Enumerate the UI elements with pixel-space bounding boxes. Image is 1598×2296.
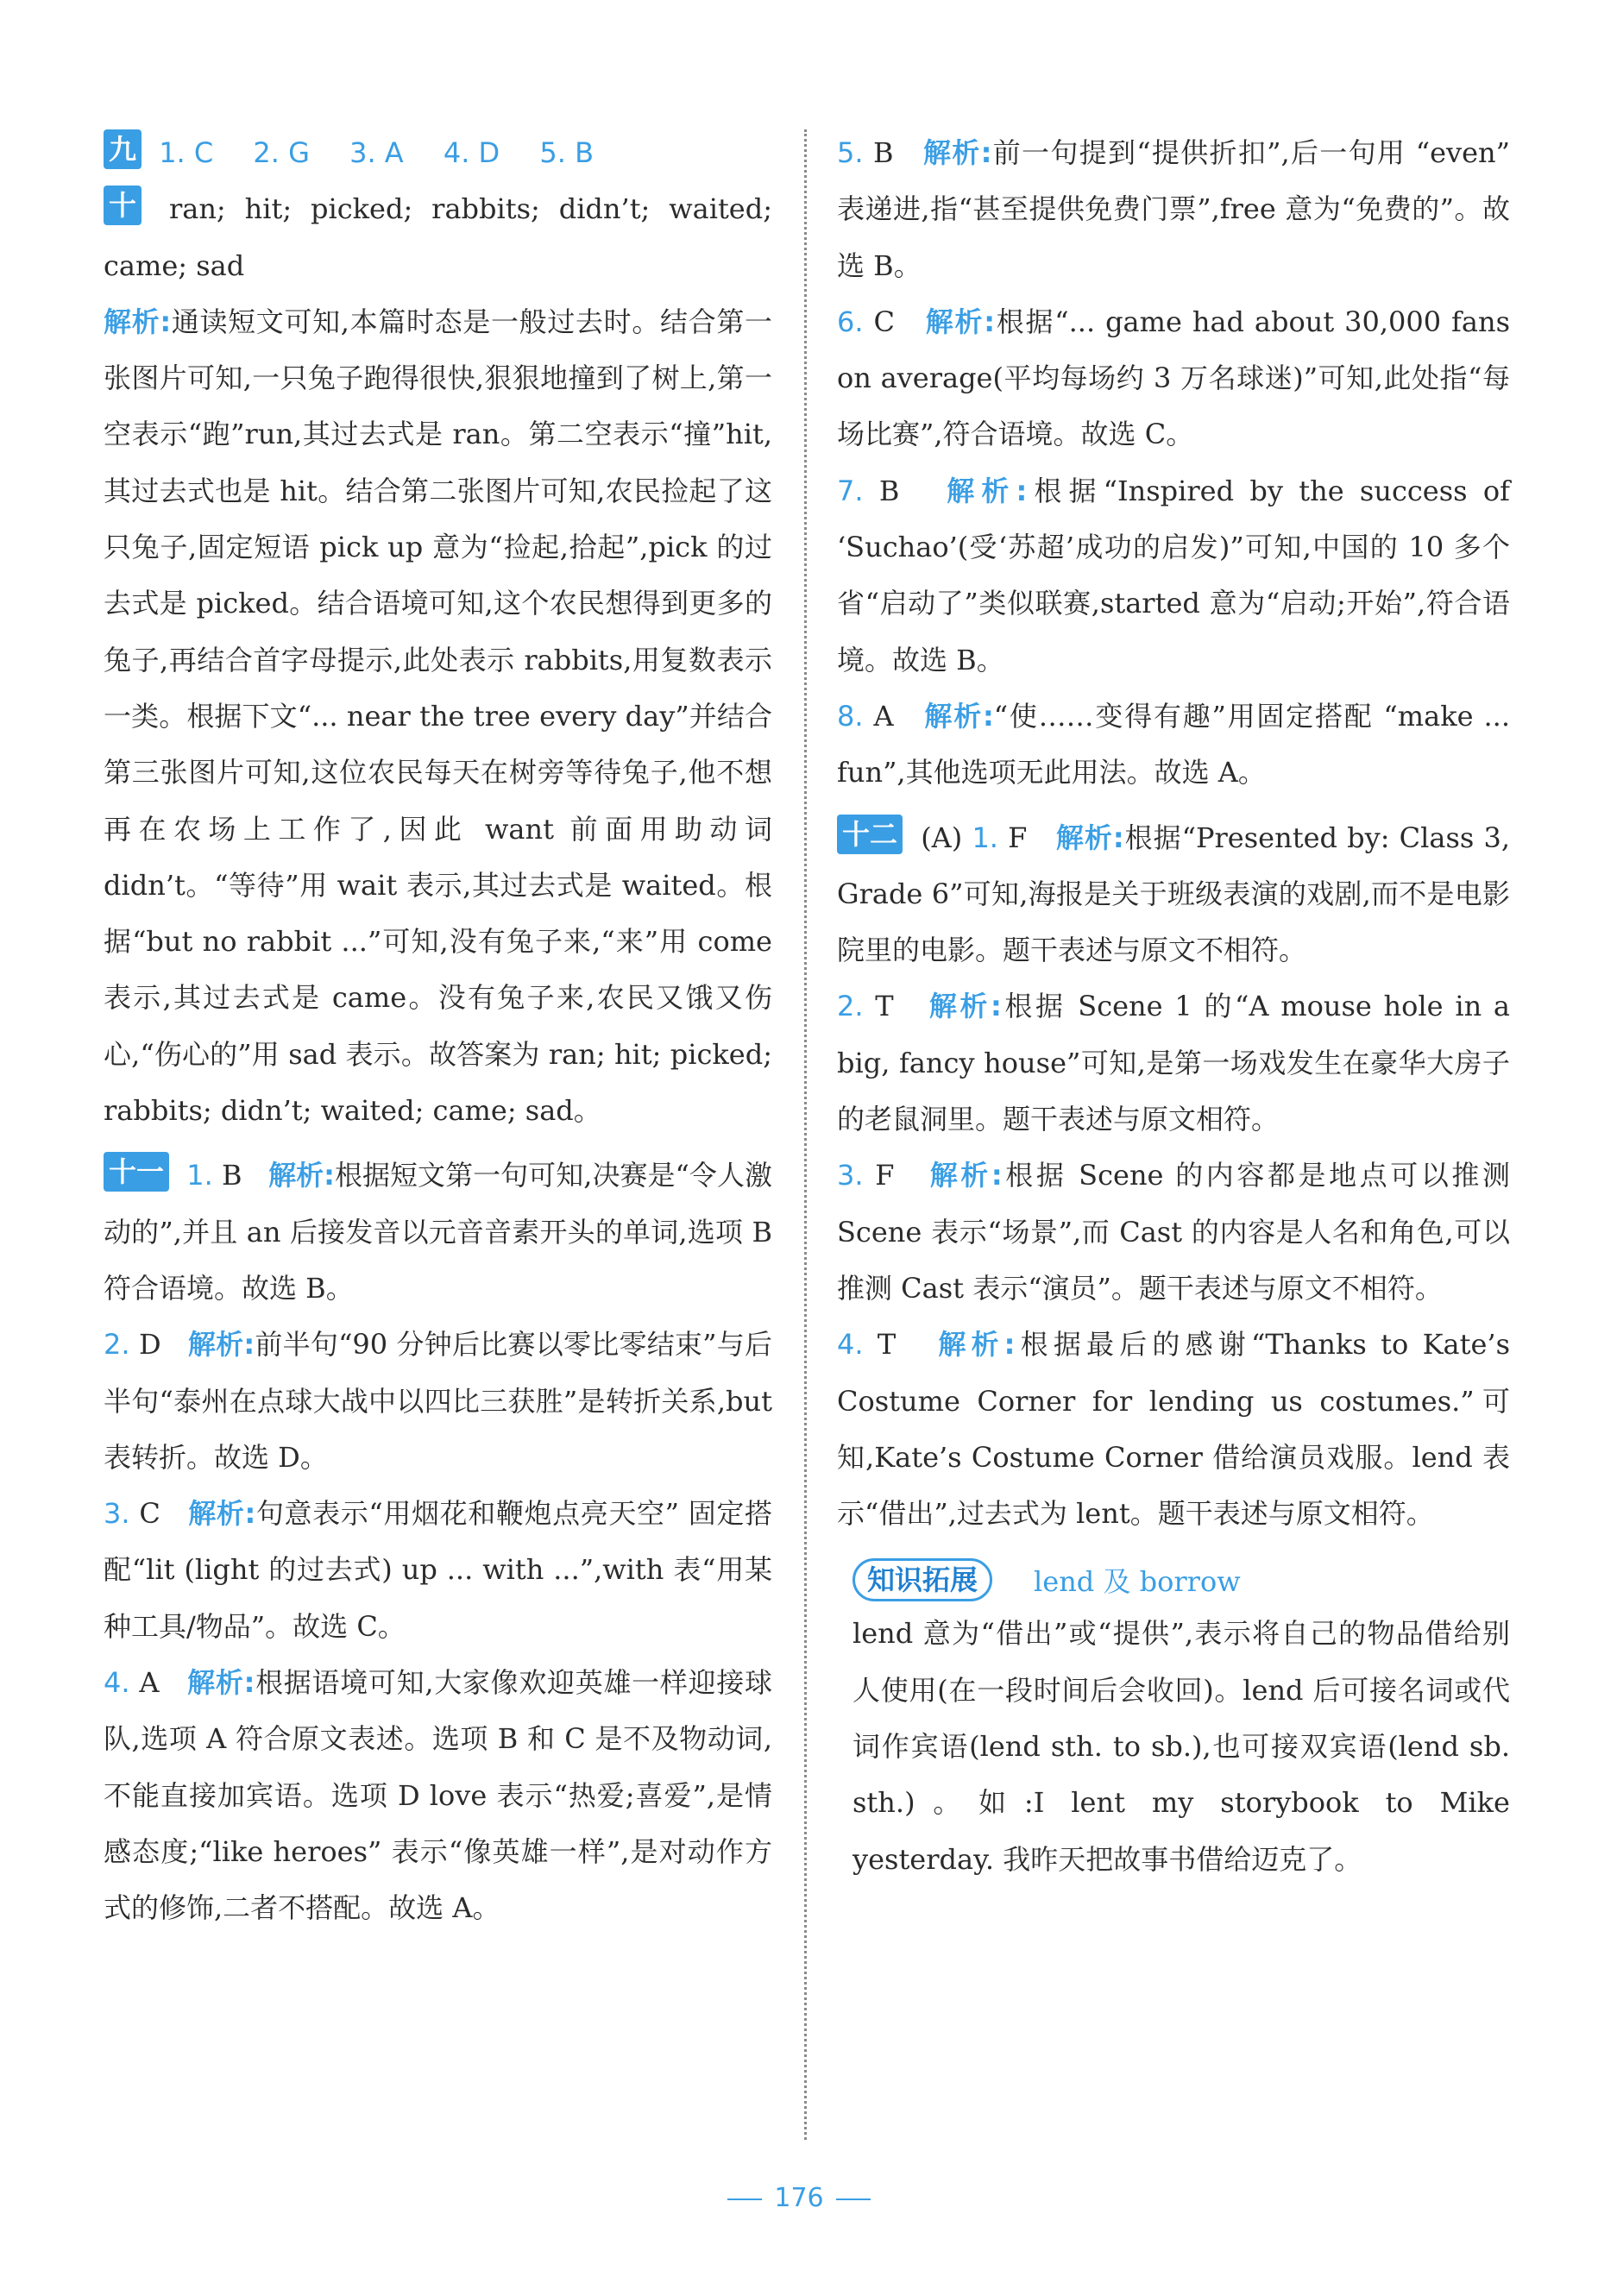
question-number: 2. (104, 1328, 130, 1362)
section-eleven-item-2 (104, 1317, 772, 1486)
analysis-text: 根据 Scene 1 的“A mouse hole in a big, fancy house”可知,是第一场戏发生在豪华大房子的老鼠洞里。题干表述与原文相符。 (837, 990, 1510, 1136)
analysis-label: 解析: (947, 474, 1028, 507)
question-number: 1. (186, 1159, 213, 1192)
analysis-text: 句意表示“用烟花和鞭炮点亮天空” 固定搭配“lit (light 的过去式) up ... with ...”,with 表“用某种工具/物品”。故选 C。 (104, 1497, 772, 1643)
section-badge-twelve: 十二 (837, 815, 903, 854)
column-divider (804, 129, 807, 2140)
analysis-label: 解析: (925, 305, 996, 338)
section-eleven-item-1 (104, 1148, 772, 1317)
answer-letter: A (139, 1666, 160, 1700)
answer-item: 2. G (253, 136, 310, 169)
section-eleven-item-3 (104, 1486, 772, 1655)
analysis-label: 解析: (187, 1666, 255, 1700)
section-eleven-item-6 (837, 294, 1510, 463)
section-twelve-item-3 (837, 1148, 1510, 1317)
answer-letter: B (878, 474, 900, 507)
page-number: 176 (774, 2183, 824, 2213)
analysis-text: “使……变得有趣”用固定搭配 “make ... fun”,其他选项无此用法。故选 A。 (837, 699, 1510, 789)
knowledge-extension-subtitle: lend 及 borrow (1034, 1565, 1241, 1599)
section-eleven-item-7 (837, 463, 1510, 689)
answer-letter: F (1008, 821, 1028, 854)
analysis-label: 解析: (1055, 821, 1124, 854)
answer-item: 5. B (539, 136, 595, 169)
knowledge-extension-header (837, 1554, 1510, 1606)
analysis-label: 解析: (187, 1328, 255, 1362)
answer-letter: B (221, 1159, 242, 1192)
question-number: 8. (837, 699, 864, 733)
section-eleven-item-8 (837, 689, 1510, 802)
analysis-text: 根据“... game had about 30,000 fans on average(平均每场约 3 万名球迷)”可知,此处指“每场比赛”,符合语境。故选 C。 (837, 305, 1510, 451)
answer-letter: A (873, 699, 894, 733)
section-badge-eleven: 十一 (104, 1152, 169, 1192)
section-twelve-item-4 (837, 1317, 1510, 1542)
answer-letter: T (877, 1328, 897, 1362)
knowledge-extension-body: lend 意为“借出”或“提供”,表示将自己的物品借给别人使用(在一段时间后会收回)。lend 后可接名词或代词作宾语(lend sth. to sb.),也可接双宾语(lend sb. sth.)。如:I lent my storybook to Mike yesterday. 我昨天把故事书借给迈克了。 (852, 1617, 1510, 1876)
question-number: 2. (837, 990, 864, 1023)
analysis-text: 通读短文可知,本篇时态是一般过去时。结合第一张图片可知,一只兔子跑得很快,狠狠地撞到了树上,第一空表示“跑”run,其过去式是 ran。第二空表示“撞”hit,其过去式也是 hit。结合第二张图片可知,农民捡起了这只兔子,固定短语 pick up 意为“捡起,拾起”,pick 的过去式是 picked。结合语境可知,这个农民想得到更多的兔子,再结合首字母提示,此处表示 rabbits,用复数表示一类。根据下文“... near the tree every day”并结合第三张图片可知,这位农民每天在树旁等待兔子,他不想再在农场上工作了,因此 want 前面用助动词 didn’t。“等待”用 wait 表示,其过去式是 waited。根据“but no rabbit ...”可知,没有兔子来,“来”用 come 表示,其过去式是 came。没有兔子来,农民又饿又伤心,“伤心的”用 sad 表示。故答案为 ran; hit; picked; rabbits; didn’t; waited; came; sad。 (104, 305, 772, 1128)
section-eleven-item-4 (104, 1655, 772, 1936)
answer-item: 1. C (159, 136, 214, 169)
analysis-text: 根据 Scene 的内容都是地点可以推测 Scene 表示“场景”,而 Cast 的内容是人名和角色,可以推测 Cast 表示“演员”。题干表述与原文不相符。 (837, 1159, 1510, 1305)
footer-dash-left (727, 2198, 762, 2200)
question-number: 5. (837, 136, 864, 169)
footer-dash-right (836, 2198, 871, 2200)
question-number: 4. (837, 1328, 864, 1362)
analysis-text: 根据“Presented by: Class 3, Grade 6”可知,海报是关于班级表演的戏剧,而不是电影院里的电影。题干表述与原文不相符。 (837, 821, 1511, 967)
page-footer (0, 2183, 1598, 2213)
question-number: 6. (837, 305, 864, 338)
analysis-text: 前半句“90 分钟后比赛以零比零结束”与后半句“泰州在点球大战中以四比三获胜”是转折关系,but 表转折。故选 D。 (104, 1328, 773, 1474)
analysis-label: 解析: (104, 305, 172, 338)
question-number: 3. (104, 1497, 130, 1531)
answer-text: ran; hit; picked; rabbits; didn’t; waited; came; sad (104, 192, 773, 282)
analysis-text: 根据“Inspired by the success of ‘Suchao’(受‘苏超’成功的启发)”可知,中国的 10 多个省“启动了”类似联赛,started 意为“启动;开始”,符合语境。故选 B。 (837, 474, 1510, 676)
answer-item: 4. D (443, 136, 500, 169)
analysis-label: 解析: (188, 1497, 256, 1531)
section-badge-ten: 十 (104, 186, 142, 225)
section-twelve-item-2 (837, 978, 1510, 1148)
answer-letter: F (875, 1159, 895, 1192)
analysis-text: 根据短文第一句可知,决赛是“令人激动的”,并且 an 后接发音以元音音素开头的单词,选项 B 符合语境。故选 B。 (104, 1159, 772, 1305)
analysis-text: 根据语境可知,大家像欢迎英雄一样迎接球队,选项 A 符合原文表述。选项 B 和 C 是不及物动词,不能直接加宾语。选项 D love 表示“热爱;喜爱”,是情感态度;“like heroes” 表示“像英雄一样”,是对动作方式的修饰,二者不搭配。故选 A。 (104, 1666, 772, 1925)
analysis-label: 解析: (924, 699, 994, 733)
knowledge-extension-title: 知识拓展 (852, 1558, 992, 1601)
answer-letter: D (138, 1328, 161, 1362)
section-ten-analysis (104, 294, 772, 1139)
answer-letter: B (873, 136, 894, 169)
answer-letter: C (139, 1497, 160, 1531)
section-twelve-item-1 (837, 810, 1510, 979)
answer-letter: C (873, 305, 895, 338)
section-badge-nine: 九 (104, 129, 142, 169)
question-number: 7. (837, 474, 864, 507)
analysis-label: 解析: (938, 1328, 1016, 1362)
question-number: 1. (972, 821, 998, 854)
analysis-text: 根据最后的感谢“Thanks to Kate’s Costume Corner for lending us costumes.”可知,Kate’s Costume Corner 借给演员戏服。lend 表示“借出”,过去式为 lent。题干表述与原文相符。 (837, 1328, 1510, 1531)
question-number: 4. (104, 1666, 130, 1700)
section-ten-answers (104, 181, 772, 294)
answer-item: 3. A (349, 136, 404, 169)
analysis-label: 解析: (929, 1159, 1003, 1192)
right-column (837, 125, 1510, 1888)
analysis-label: 解析: (922, 136, 992, 169)
analysis-label: 解析: (268, 1159, 335, 1192)
left-column (104, 125, 772, 1937)
section-eleven-item-5 (837, 125, 1510, 294)
subsection-label: (A) (921, 821, 963, 854)
question-number: 3. (837, 1159, 864, 1192)
answer-letter: T (875, 990, 894, 1023)
analysis-label: 解析: (928, 990, 1002, 1023)
section-nine (104, 125, 772, 181)
analysis-text: 前一句提到“提供折扣”,后一句用 “even” 表递进,指“甚至提供免费门票”,free 意为“免费的”。故选 B。 (837, 136, 1510, 282)
